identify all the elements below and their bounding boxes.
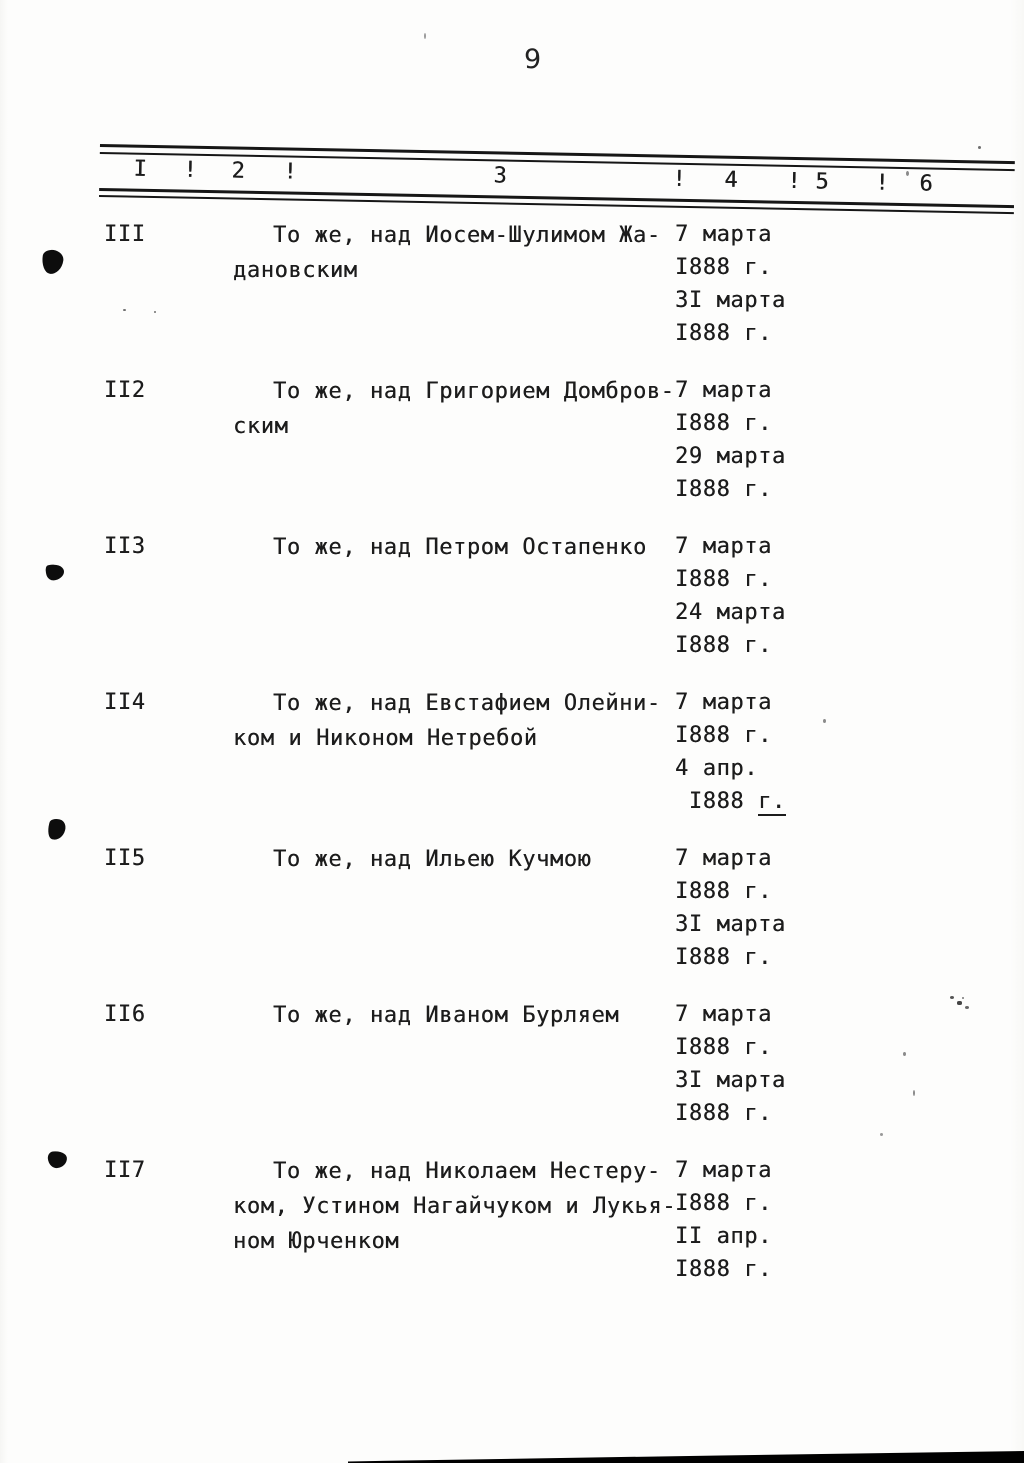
scan-speckle bbox=[424, 33, 426, 39]
date-line: 7 марта bbox=[675, 222, 772, 247]
date-line: II апр. bbox=[675, 1224, 772, 1249]
scan-speckle bbox=[154, 311, 156, 313]
row-number: II6 bbox=[104, 1002, 146, 1027]
table-row bbox=[0, 530, 1024, 686]
row-number: II5 bbox=[104, 846, 146, 871]
row-dates bbox=[675, 842, 865, 974]
row-dates bbox=[675, 530, 865, 662]
date-line: I888 г. bbox=[675, 633, 772, 658]
header-cell: 4 bbox=[724, 167, 739, 193]
header-separator: ! bbox=[875, 170, 890, 196]
scan-speckle bbox=[950, 996, 954, 999]
description-line: То же, над Ильею Кучмою bbox=[273, 847, 592, 872]
date-line: 24 марта bbox=[675, 600, 786, 625]
row-description bbox=[233, 1154, 678, 1259]
description-line: То же, над Петром Остапенко bbox=[273, 535, 647, 560]
row-dates bbox=[675, 1154, 865, 1286]
row-description bbox=[233, 374, 678, 444]
description-line: То же, над Иваном Бурляем bbox=[273, 1003, 620, 1028]
table-row bbox=[0, 686, 1024, 842]
scan-speckle bbox=[906, 171, 909, 176]
row-dates bbox=[675, 686, 865, 818]
date-line: 3I марта bbox=[675, 1068, 786, 1093]
date-line: I888 г. bbox=[675, 789, 786, 814]
date-line: 29 марта bbox=[675, 444, 786, 469]
date-line: 7 марта bbox=[675, 1158, 772, 1183]
date-line: I888 г. bbox=[675, 723, 772, 748]
row-dates bbox=[675, 218, 865, 350]
header-cell: 3 bbox=[493, 163, 508, 189]
scan-speckle bbox=[903, 1052, 906, 1056]
row-number: II4 bbox=[104, 690, 146, 715]
row-description bbox=[233, 530, 678, 565]
table-row bbox=[0, 1154, 1024, 1310]
table-row bbox=[0, 218, 1024, 374]
header-separator: ! bbox=[672, 166, 687, 192]
scan-speckle bbox=[880, 1133, 883, 1136]
row-description bbox=[233, 998, 678, 1033]
date-line: I888 г. bbox=[675, 1257, 772, 1282]
header-cell: 5 bbox=[815, 169, 830, 195]
scan-speckle bbox=[962, 997, 964, 999]
date-line: 7 марта bbox=[675, 1002, 772, 1027]
date-line: 7 марта bbox=[675, 690, 772, 715]
row-dates bbox=[675, 374, 865, 506]
scan-edge-bar bbox=[348, 1450, 1024, 1463]
date-line: I888 г. bbox=[675, 1101, 772, 1126]
header-cell: 6 bbox=[919, 171, 934, 197]
header-cell: 2 bbox=[231, 158, 246, 184]
date-line: I888 г. bbox=[675, 321, 772, 346]
header-cell: I bbox=[133, 156, 148, 182]
table-row bbox=[0, 998, 1024, 1154]
table-row bbox=[0, 842, 1024, 998]
row-number: III bbox=[104, 222, 146, 247]
date-line: 7 марта bbox=[675, 846, 772, 871]
scan-speckle bbox=[823, 719, 826, 723]
scan-speckle bbox=[123, 309, 126, 311]
date-line: I888 г. bbox=[675, 879, 772, 904]
table-header bbox=[99, 144, 1015, 219]
row-description bbox=[233, 218, 678, 288]
date-line: I888 г. bbox=[675, 567, 772, 592]
date-line: 3I марта bbox=[675, 288, 786, 313]
row-number: II7 bbox=[104, 1158, 146, 1183]
header-separator: ! bbox=[787, 168, 802, 195]
date-line: I888 г. bbox=[675, 411, 772, 436]
row-dates bbox=[675, 998, 865, 1130]
description-line: дановским bbox=[233, 258, 358, 283]
row-number: II3 bbox=[104, 534, 146, 559]
header-separator: ! bbox=[183, 157, 198, 183]
date-line: 7 марта bbox=[675, 534, 772, 559]
date-line: I888 г. bbox=[675, 1191, 772, 1216]
header-separator: ! bbox=[283, 159, 298, 185]
scan-speckle bbox=[957, 1001, 962, 1005]
scan-speckle bbox=[913, 1090, 915, 1096]
description-line: То же, над Евстафием Олейни- bbox=[273, 691, 661, 716]
row-description bbox=[233, 842, 678, 877]
description-line: ком и Никоном Нетребой bbox=[233, 726, 538, 751]
date-line: 7 марта bbox=[675, 378, 772, 403]
date-line: 4 апр. bbox=[675, 756, 759, 781]
date-line: I888 г. bbox=[675, 945, 772, 970]
description-line: ком, Устином Нагайчуком и Лукья- bbox=[233, 1194, 677, 1219]
date-line: I888 г. bbox=[675, 255, 772, 280]
date-line: I888 г. bbox=[675, 477, 772, 502]
date-line: I888 г. bbox=[675, 1035, 772, 1060]
description-line: То же, над Николаем Нестеру- bbox=[273, 1159, 661, 1184]
table-body bbox=[0, 218, 1024, 1310]
scan-speckle bbox=[965, 1006, 969, 1009]
row-number: II2 bbox=[104, 378, 146, 403]
description-line: ским bbox=[233, 414, 289, 439]
scan-speckle bbox=[978, 146, 981, 149]
description-line: То же, над Иосем-Шулимом Жа- bbox=[273, 223, 661, 248]
date-line: 3I марта bbox=[675, 912, 786, 937]
description-line: То же, над Григорием Домбров- bbox=[273, 379, 675, 404]
page-number: 9 bbox=[524, 44, 542, 75]
table-row bbox=[0, 374, 1024, 530]
row-description bbox=[233, 686, 678, 756]
description-line: ном Юрченком bbox=[233, 1229, 400, 1254]
